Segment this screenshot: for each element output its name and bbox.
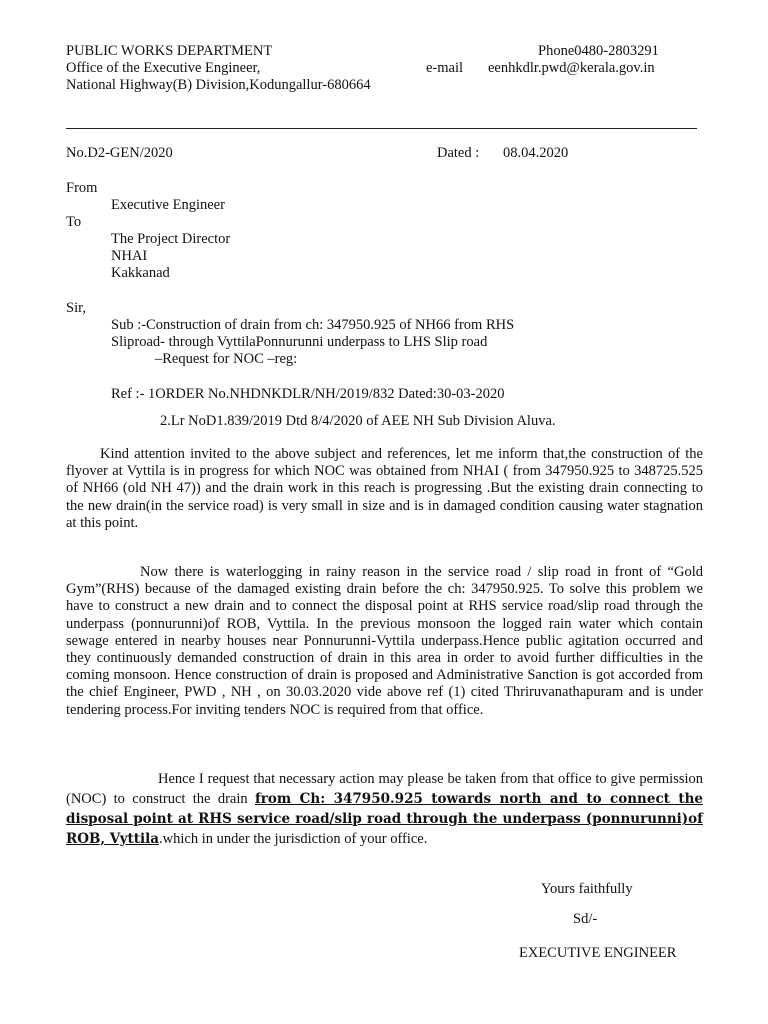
subject-line-3: –Request for NOC –reg: [155, 351, 298, 367]
header-divider [66, 128, 697, 129]
to-label: To [66, 214, 82, 230]
to-line-3: Kakkanad [111, 265, 170, 281]
designation: EXECUTIVE ENGINEER [519, 945, 677, 961]
to-line-1: The Project Director [111, 231, 231, 247]
paragraph-3-highlight: from Ch: 347950.925 towards north and to connect the disposal point at RHS service road/slip road through the underpass (ponnurunni)of ROB, Vyttila [66, 791, 703, 847]
phone-number: Phone0480-2803291 [538, 43, 659, 59]
from-label: From [66, 180, 98, 196]
paragraph-1-text: Kind attention invited to the above subject and references, let me inform that,the construction of the flyover at Vyttila is in progress for which NOC was obtained from NHAI ( from 347950.925 to 348725.525 of NH66 (old NH 47)) and the drain work in this reach is progressing .But the existing drain connecting to the new drain(in the service road) is very small in size and is in damaged condition causing water stagnation at this point. [66, 446, 703, 531]
paragraph-2 [66, 564, 703, 719]
paragraph-3-text [66, 769, 703, 849]
email-label: e-mail [426, 60, 464, 76]
paragraph-3-tail: .which in under the jurisdiction of your office. [159, 831, 428, 847]
letter-date: 08.04.2020 [503, 145, 569, 161]
dated-label: Dated : [437, 145, 480, 161]
division-address: National Highway(B) Division,Kodungallur-680664 [66, 77, 371, 93]
subject-line-2: Sliproad- through VyttilaPonnurunni underpass to LHS Slip road [111, 334, 488, 350]
paragraph-3-lead: Hence I request that necessary action may please be taken from that office to give permission (NOC) to construct the drain [66, 771, 703, 807]
paragraph-1 [66, 446, 703, 532]
paragraph-2-text: Now there is waterlogging in rainy reason in the service road / slip road in front of “Gold Gym”(RHS) because of the damaged existing drain before the ch: 347950.925. To solve this problem we have to construct a new drain and to connect the disposal point at RHS service road/slip road through the underpass (ponnurunni)of ROB, Vyttila. In the previous monsoon the logged rain water which contain sewage entered in nearby houses near Ponnurunni-Vyttila underpass.Hence public agitation occurred and they continuously demanded construction of drain in this area in order to avoid further difficulties in the coming monsoon. Hence construction of drain is proposed and Administrative Sanction is got accorded from the chief Engineer, PWD , NH , on 30.03.2020 vide above ref (1) cited Thriruvanathapuram and is under tendering process.For inviting tenders NOC is required from that office. [66, 564, 703, 718]
from-name: Executive Engineer [111, 197, 225, 213]
letter-number: No.D2-GEN/2020 [66, 145, 173, 161]
reference-2: 2.Lr NoD1.839/2019 Dtd 8/4/2020 of AEE NH Sub Division Aluva. [160, 413, 556, 429]
email-address: eenhkdlr.pwd@kerala.gov.in [488, 60, 655, 76]
paragraph-3 [66, 769, 703, 849]
to-line-2: NHAI [111, 248, 148, 264]
reference-1: Ref :- 1ORDER No.NHDNKDLR/NH/2019/832 Dated:30-03-2020 [111, 386, 505, 402]
salutation: Sir, [66, 300, 86, 316]
signature: Sd/- [573, 911, 598, 927]
subject-line-1: Sub :-Construction of drain from ch: 347950.925 of NH66 from RHS [111, 317, 515, 333]
closing: Yours faithfully [541, 881, 633, 897]
department-name: PUBLIC WORKS DEPARTMENT [66, 43, 273, 59]
office-name: Office of the Executive Engineer, [66, 60, 261, 76]
